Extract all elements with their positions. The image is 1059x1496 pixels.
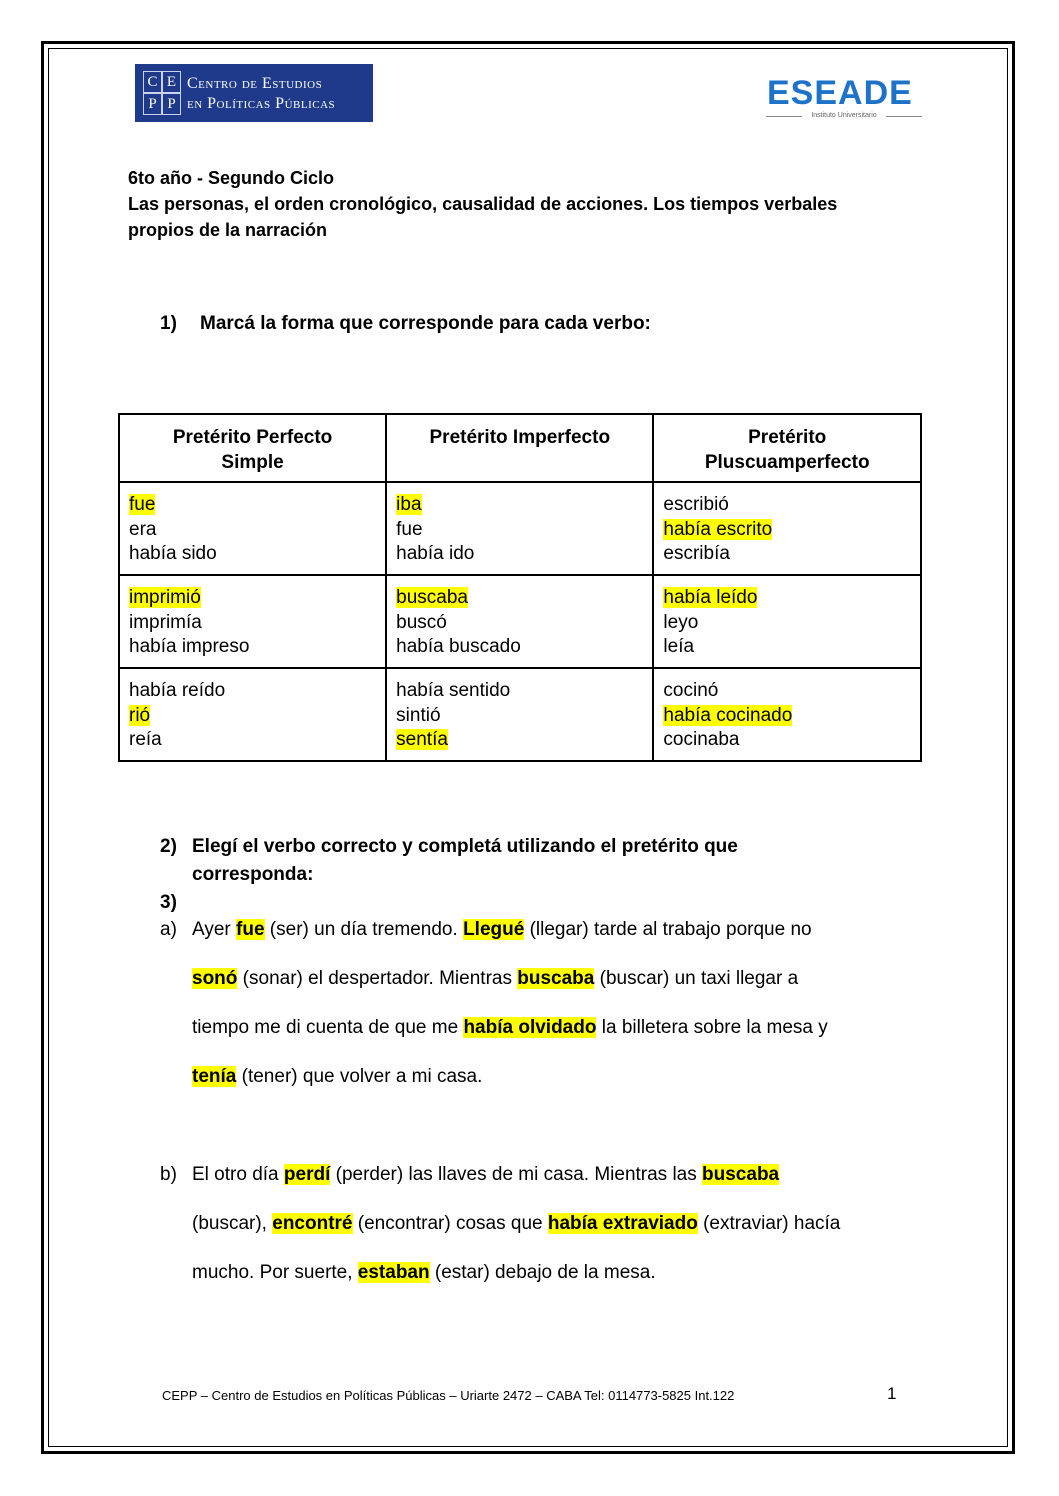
verb-table-cell [653,575,921,668]
verb-option[interactable]: cocinó [663,680,719,701]
paragraph-line [192,919,812,941]
cepp-letter: P [143,93,162,115]
verb-option[interactable]: cocinaba [663,729,740,750]
paragraph-text: (perder) las llaves de mi casa. Mientras las [330,1164,703,1185]
verb-option[interactable]: leía [663,636,695,657]
verb-table-cell [119,575,386,668]
verb-option[interactable]: reía [129,729,162,750]
paragraph-text: (estar) debajo de la mesa. [429,1262,656,1283]
header-topic-line1: Las personas, el orden cronológico, causalidad de acciones. Los tiempos verbales [128,194,838,214]
verb-option[interactable]: sintió [396,704,441,726]
verb-option-selected[interactable]: iba [396,494,422,515]
paragraph-line [192,1164,779,1186]
verb-option[interactable]: escribió [663,494,729,515]
filled-verb[interactable]: sonó [192,968,238,989]
column-header-text: Simple [221,452,284,473]
verb-option[interactable]: había impreso [129,636,250,657]
verb-option[interactable]: había sentido [396,680,511,701]
verb-table-cell [119,668,386,761]
paragraph-line [192,1017,828,1039]
paragraph-label: b) [160,1164,177,1185]
verb-option-selected[interactable]: buscaba [396,587,468,608]
verb-option-selected[interactable]: había leído [663,587,758,608]
filled-verb[interactable]: Llegué [463,919,525,940]
paragraph-text: (encontrar) cosas que [352,1213,548,1234]
filled-verb[interactable]: perdí [283,1164,331,1185]
verb-table [118,413,922,762]
filled-verb[interactable]: buscaba [702,1164,780,1185]
exercise2-text-line1: Elegí el verbo correcto y completá utilizando el pretérito que [192,836,738,857]
paragraph-text: (llegar) tarde al trabajo porque no [524,919,812,940]
verb-table-row [119,575,921,668]
exercise1-number: 1) [160,313,177,334]
filled-verb[interactable]: tenía [192,1066,237,1087]
verb-table-column-header [653,414,921,482]
paragraph-text: (buscar), [192,1213,273,1234]
header-topic-line2: propios de la narración [128,220,328,240]
paragraph-text: tiempo me di cuenta de que me [192,1017,464,1038]
column-header-text: Pretérito Perfecto [172,427,333,448]
verb-option-selected[interactable]: había escrito [663,518,773,540]
verb-option-selected[interactable]: había cocinado [663,704,793,726]
verb-option[interactable]: buscó [396,611,447,633]
filled-verb[interactable]: había extraviado [547,1213,698,1234]
paragraph-text: (sonar) el despertador. Mientras [237,968,518,989]
column-header-text: Pretérito Imperfecto [429,427,611,448]
verb-table-column-header [386,414,653,482]
paragraph-text: (buscar) un taxi llegar a [594,968,799,989]
verb-table-row [119,482,921,575]
verb-option[interactable]: leyo [663,611,699,633]
filled-verb[interactable]: había olvidado [463,1017,597,1038]
cepp-logo-mark [143,71,181,115]
column-header-text: Pretérito [748,427,827,448]
paragraph-line [192,1213,840,1235]
verb-table-cell [119,482,386,575]
exercise2-instruction [160,833,738,917]
verb-table-row [119,668,921,761]
cepp-line2: en Políticas Públicas [187,95,336,112]
verb-option[interactable]: había buscado [396,636,521,657]
page-number: 1 [887,1384,897,1403]
paragraph-label: a) [160,919,177,940]
verb-option[interactable]: imprimía [129,611,202,633]
verb-table-cell [386,575,653,668]
exercise1-instruction [160,313,651,335]
exercise1-text: Marcá la forma que corresponde para cada verbo: [200,313,651,334]
filled-verb[interactable]: estaban [357,1262,430,1283]
column-header-text: Pluscuamperfecto [704,452,870,473]
paragraph-line [192,1066,482,1088]
verb-table-body [119,482,921,761]
cepp-letter: C [143,71,162,93]
verb-option-selected[interactable]: rió [129,704,151,726]
paragraph-text: (tener) que volver a mi casa. [236,1066,483,1087]
eseade-subtitle: Instituto Universitario [811,112,877,119]
paragraph-text: mucho. Por suerte, [192,1262,358,1283]
exercise2-number: 2) [160,836,177,857]
verb-table-cell [653,668,921,761]
filled-verb[interactable]: encontré [272,1213,353,1234]
paragraph-line [192,968,798,990]
verb-option[interactable]: fue [396,518,423,540]
verb-table-cell [386,668,653,761]
filled-verb[interactable]: fue [236,919,265,940]
verb-option-selected[interactable]: fue [129,494,156,515]
verb-option-selected[interactable]: imprimió [129,587,201,608]
cepp-line1: Centro de Estudios [187,75,323,92]
verb-table-column-header [119,414,386,482]
header-grade: 6to año - Segundo Ciclo [128,168,334,188]
exercise2-text-line2: corresponda: [192,864,314,885]
verb-option[interactable]: había ido [396,543,475,564]
footer-text: CEPP – Centro de Estudios en Políticas Públicas – Uriarte 2472 – CABA Tel: 0114773-5825 Int.122 [162,1388,735,1403]
eseade-logo [764,74,924,124]
cepp-logo [135,64,373,122]
verb-table-cell [653,482,921,575]
verb-table-header [119,414,921,482]
verb-table-cell [386,482,653,575]
filled-verb[interactable]: buscaba [517,968,595,989]
paragraph-text: El otro día [192,1164,284,1185]
paragraph-text: Ayer [192,919,237,940]
exercise3-number: 3) [160,892,177,913]
verb-option[interactable]: era [129,518,157,540]
cepp-letter: P [162,93,181,115]
verb-option[interactable]: había sido [129,543,217,564]
cepp-letter: E [162,71,181,93]
paragraph-line [192,1262,656,1284]
cepp-logo-text [187,74,335,114]
verb-option[interactable]: había reído [129,680,226,701]
paragraph-text: la billetera sobre la mesa y [596,1017,828,1038]
verb-option[interactable]: escribía [663,543,730,564]
eseade-wordmark: ESEADE [767,74,913,112]
paragraph-text: (ser) un día tremendo. [264,919,464,940]
verb-option-selected[interactable]: sentía [396,729,448,750]
paragraph-text: (extraviar) hacía [697,1213,841,1234]
